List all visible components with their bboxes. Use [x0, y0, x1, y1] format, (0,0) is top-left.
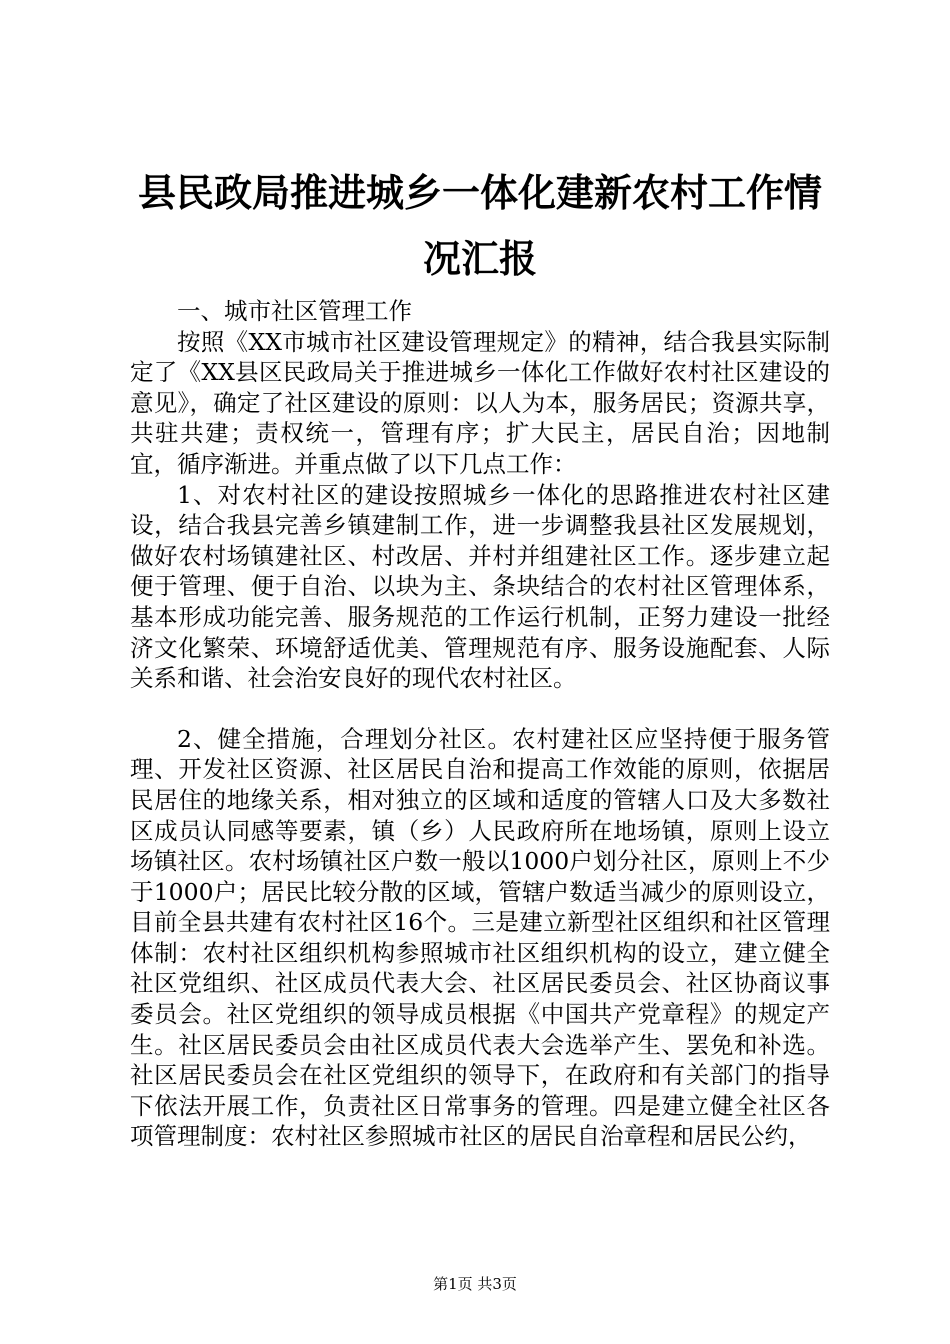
document-body [130, 296, 830, 1152]
page-number-footer: 第1页 共3页 [433, 1275, 517, 1293]
paragraph-item-1: 1、对农村社区的建设按照城乡一体化的思路推进农村社区建设，结合我县完善乡镇建制工作，进一步调整我县社区发展规划，做好农村场镇建社区、村改居、并村并组建社区工作。逐步建立起便于管理、便于自治、以块为主、条块结合的农村社区管理体系，基本形成功能完善、服务规范的工作运行机制，正努力建设一批经济文化繁荣、环境舒适优美、管理规范有序、服务设施配套、人际关系和谐、社会治安良好的现代农村社区。 [130, 480, 830, 693]
section-heading: 一、城市社区管理工作 [177, 297, 412, 325]
paragraph-intro: 按照《XX市城市社区建设管理规定》的精神，结合我县实际制定了《XX县区民政局关于推进城乡一体化工作做好农村社区建设的意见》，确定了社区建设的原则：以人为本，服务居民；资源共享，共驻共建；责权统一，管理有序；扩大民主，居民自治；因地制宜，循序渐进。并重点做了以下几点工作： [130, 327, 830, 478]
paragraph-item-2: 2、健全措施，合理划分社区。农村建社区应坚持便于服务管理、开发社区资源、社区居民自治和提高工作效能的原则，依据居民居住的地缘关系，相对独立的区域和适度的管辖人口及大多数社区成员认同感等要素，镇（乡）人民政府所在地场镇，原则上设立场镇社区。农村场镇社区户数一般以1000户划分社区，原则上不少于1000户；居民比较分散的区域，管辖户数适当减少的原则设立，目前全县共建有农村社区16个。三是建立新型社区组织和社区管理体制：农村社区组织机构参照城市社区组织机构的设立，建立健全社区党组织、社区成员代表大会、社区居民委员会、社区协商议事委员会。社区党组织的领导成员根据《中国共产党章程》的规定产生。社区居民委员会由社区成员代表大会选举产生、罢免和补选。社区居民委员会在社区党组织的领导下，在政府和有关部门的指导下依法开展工作，负责社区日常事务的管理。四是建立健全社区各项管理制度：农村社区参照城市社区的居民自治章程和居民公约， [130, 724, 830, 1151]
document-title: 县民政局推进城乡一体化建新农村工作情况汇报 [137, 171, 822, 281]
